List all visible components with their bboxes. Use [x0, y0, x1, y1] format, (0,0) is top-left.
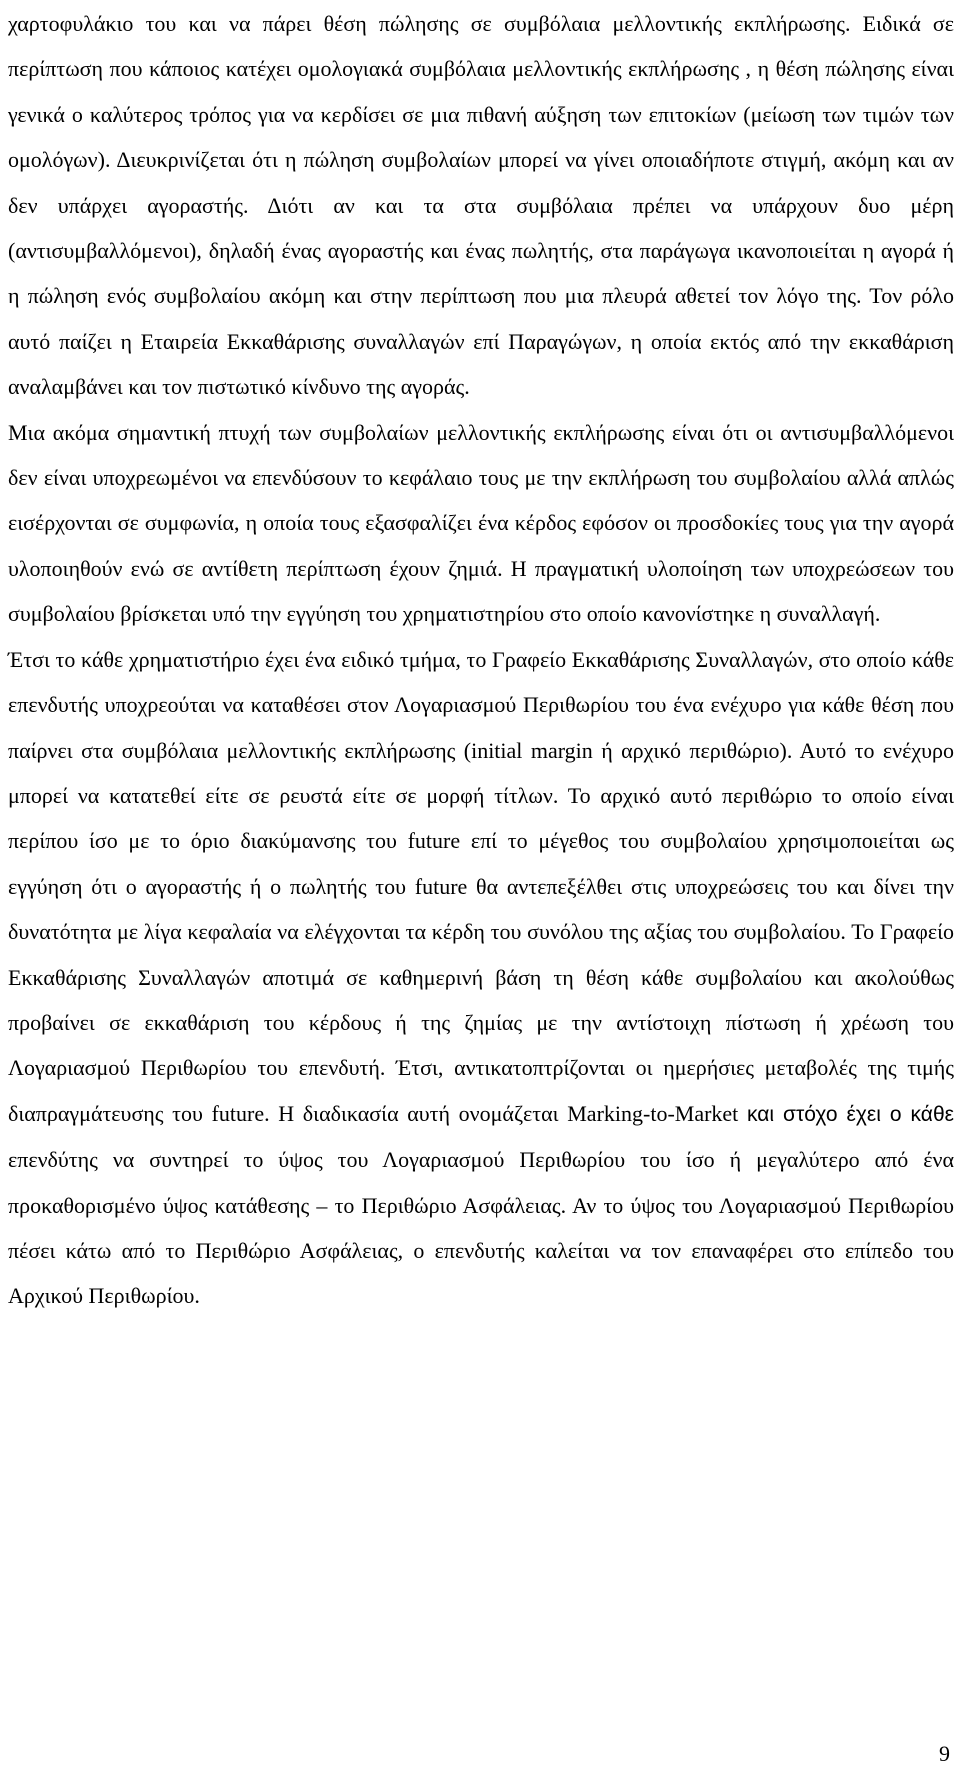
paragraph-text-part: Έτσι το κάθε χρηματιστήριο έχει ένα ειδικό τμήμα, το Γραφείο Εκκαθάρισης Συναλλαγών, στο οποίο κάθε επενδυτής υποχρεούται να καταθέσει στον Λογαριασμού Περιθωρίου του ένα ενέχυρο για κάθε θέση που παίρνει στα συμβόλαια μελλοντικής εκπλήρωσης (initial margin ή αρχικό περιθώριο). Αυτό το ενέχυρο μπορεί να κατατεθεί είτε σε ρευστά είτε σε μορφή τίτλων. Το αρχικό αυτό περιθώριο το οποίο είναι περίπου ίσο με το όριο διακύμανσης του future επί το μέγεθος του συμβολαίου χρησιμοποιείται ως εγγύηση ότι ο αγοραστής ή ο πωλητής του future θα αντεπεξέλθει στις υποχρεώσεις του και δίνει την δυνατότητα με λίγα κεφαλαία να ελέγχονται τα κέρδη του συνόλου της αξίας του συμβολαίου. Το Γραφείο Εκκαθάρισης Συναλλαγών αποτιμά σε καθημερινή βάση τη θέση κάθε συμβολαίου και ακολούθως προβαίνει σε εκκαθάριση του κέρδους ή της ζημίας με την αντίστοιχη πίστωση ή χρέωση του Λογαριασμού Περιθωρίου του επενδυτή. Έτσι, αντικατοπτρίζονται οι ημερήσιες μεταβολές της τιμής διαπραγμάτευσης του future. Η διαδικασία αυτή ονομάζεται Marking-to-Market: [8, 646, 954, 1126]
paragraph-futures-selling: χαρτοφυλάκιο του και να πάρει θέση πώλησης σε συμβόλαια μελλοντικής εκπλήρωσης. Ειδικά σε περίπτωση που κάποιος κατέχει ομολογιακά συμβόλαια μελλοντικής εκπλήρωσης , η θέση πώλησης είναι γενικά ο καλύτερος τρόπος για να κερδίσει σε μια πιθανή αύξηση των επιτοκίων (μείωση των τιμών των ομολόγων). Διευκρινίζεται ότι η πώληση συμβολαίων μπορεί να γίνει οποιαδήποτε στιγμή, ακόμη και αν δεν υπάρχει αγοραστής. Διότι αν και τα στα συμβόλαια πρέπει να υπάρχουν δυο μέρη (αντισυμβαλλόμενοι), δηλαδή ένας αγοραστής και ένας πωλητής, στα παράγωγα ικανοποιείται η αγορά ή η πώληση ενός συμβολαίου ακόμη και στην περίπτωση που μια πλευρά αθετεί τον λόγο της. Τον ρόλο αυτό παίζει η Εταιρεία Εκκαθάρισης συναλλαγών επί Παραγώγων, η οποία εκτός από την εκκαθάριση αναλαμβάνει και τον πιστωτικό κίνδυνο της αγοράς.: [8, 11, 954, 400]
body-text: [8, 1, 954, 1319]
paragraph-text-sans-run: και στόχο έχει ο κάθε: [746, 1102, 954, 1126]
page-number: 9: [939, 1741, 950, 1766]
paragraph-counterparties: Μια ακόμα σημαντική πτυχή των συμβολαίων μελλοντικής εκπλήρωσης είναι ότι οι αντισυμβαλλόμενοι δεν είναι υποχρεωμένοι να επενδύσουν το κεφάλαιο τους με την εκπλήρωση του συμβολαίου αλλά απλώς εισέρχονται σε συμφωνία, η οποία τους εξασφαλίζει ένα κέρδος εφόσον οι προσδοκίες τους για την αγορά υλοποιηθούν ενώ σε αντίθετη περίπτωση έχουν ζημιά. Η πραγματική υλοποίηση των υποχρεώσεων του συμβολαίου βρίσκεται υπό την εγγύηση του χρηματιστηρίου στο οποίο κανονίστηκε η συναλλαγή.: [8, 419, 954, 627]
paragraph-text-part: επενδύτης να συντηρεί το ύψος του Λογαριασμού Περιθωρίου του ίσο ή μεγαλύτερο από ένα προκαθορισμένο ύψος κατάθεσης – το Περιθώριο Ασφάλειας. Αν το ύψος του Λογαριασμού Περιθωρίου πέσει κάτω από το Περιθώριο Ασφάλειας, ο επενδυτής καλείται να τον επαναφέρει στο επίπεδο του Αρχικού Περιθωρίου.: [8, 1147, 954, 1309]
paragraph-clearing-house: [8, 637, 954, 1319]
